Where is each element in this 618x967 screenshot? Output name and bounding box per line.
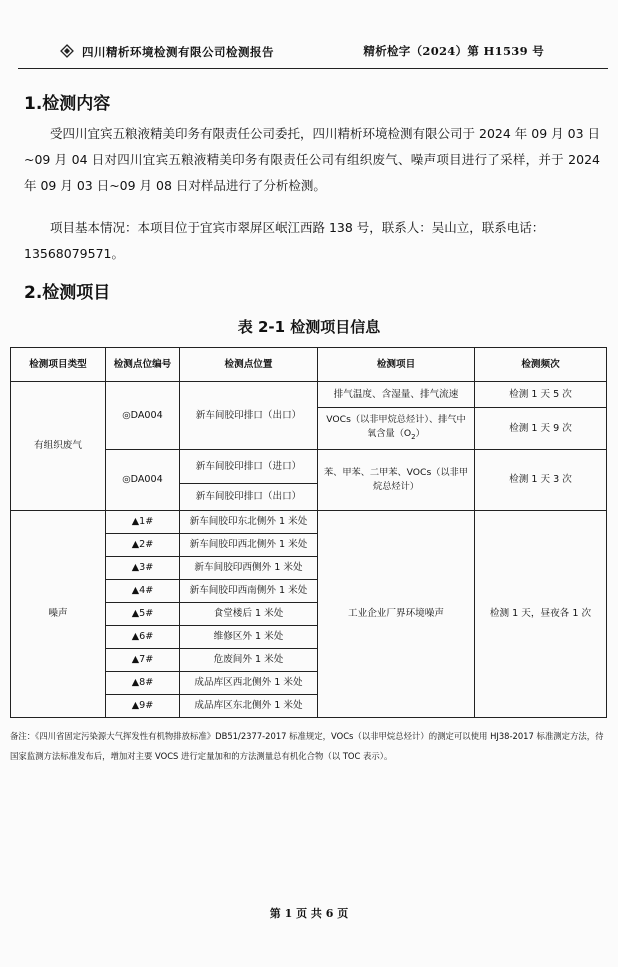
cell-point-id: ◎DA004 xyxy=(106,382,180,450)
section2-heading: 2.检测项目 xyxy=(24,283,111,303)
cell-frequency: 检测 1 天 3 次 xyxy=(475,450,607,511)
cell-point-id: ▲2# xyxy=(106,534,180,557)
cell-frequency: 检测 1 天 9 次 xyxy=(475,408,607,450)
cell-item: 工业企业厂界环境噪声 xyxy=(318,511,475,718)
col-header-item: 检测项目 xyxy=(318,348,475,382)
cell-point-id: ▲3# xyxy=(106,557,180,580)
cell-location: 危废间外 1 米处 xyxy=(180,649,318,672)
cell-location: 新车间胶印排口（出口） xyxy=(180,484,318,511)
col-header-frequency: 检测频次 xyxy=(475,348,607,382)
table-header-row xyxy=(11,348,607,382)
cell-location: 新车间胶印西侧外 1 米处 xyxy=(180,557,318,580)
cell-type-gas: 有组织废气 xyxy=(11,382,106,511)
cell-location: 成品库区东北侧外 1 米处 xyxy=(180,695,318,718)
col-header-type: 检测项目类型 xyxy=(11,348,106,382)
cell-point-id: ▲1# xyxy=(106,511,180,534)
cell-location: 维修区外 1 米处 xyxy=(180,626,318,649)
table-caption: 表 2-1 检测项目信息 xyxy=(237,318,381,336)
cell-location: 食堂楼后 1 米处 xyxy=(180,603,318,626)
page-number: 第 1 页 共 6 页 xyxy=(269,907,349,920)
table-note: 备注：《四川省固定污染源大气挥发性有机物排放标准》DB51/2377-2017 标准规定，VOCs（以非甲烷总烃计）的测定可以使用 HJ38-2017 标准测定方法，待国家监测方法标准发布后，增加对主要 VOCS 进行定量加和的方法测量总有机化合物（以 TOC 表示）。 xyxy=(10,731,604,761)
cell-frequency: 检测 1 天，昼夜各 1 次 xyxy=(475,511,607,718)
cell-point-id: ◎DA004 xyxy=(106,450,180,511)
cell-point-id: ▲9# xyxy=(106,695,180,718)
cell-frequency: 检测 1 天 5 次 xyxy=(475,382,607,408)
cell-location: 新车间胶印排口（出口） xyxy=(180,382,318,450)
table-row xyxy=(11,511,607,534)
cell-type-noise: 噪声 xyxy=(11,511,106,718)
cell-location: 新车间胶印西北侧外 1 米处 xyxy=(180,534,318,557)
section1-paragraph-commission: 受四川宜宾五粮液精美印务有限责任公司委托，四川精析环境检测有限公司于 2024 年 09 月 03 日~09 月 04 日对四川宜宾五粮液精美印务有限责任公司有组织废气、噪声项目进行了采样，并于 2024 年 09 月 03 日~09 月 08 日对样品进行了分析检测。 xyxy=(24,126,600,193)
org-title: 四川精析环境检测有限公司检测报告 xyxy=(82,45,274,59)
report-number: 精析检字（2024）第 H1539 号 xyxy=(363,44,544,58)
table-row xyxy=(11,382,607,408)
cell-location: 新车间胶印东北侧外 1 米处 xyxy=(180,511,318,534)
header-divider xyxy=(18,68,608,69)
col-header-location: 检测点位置 xyxy=(180,348,318,382)
cell-point-id: ▲6# xyxy=(106,626,180,649)
cell-location: 新车间胶印西南侧外 1 米处 xyxy=(180,580,318,603)
cell-point-id: ▲5# xyxy=(106,603,180,626)
cell-item: 苯、甲苯、二甲苯、VOCs（以非甲烷总烃计） xyxy=(318,450,475,511)
col-header-point-id: 检测点位编号 xyxy=(106,348,180,382)
cell-location: 新车间胶印排口（进口） xyxy=(180,450,318,484)
section1-heading: 1.检测内容 xyxy=(24,94,111,114)
section1-paragraph-project-info: 项目基本情况：本项目位于宜宾市翠屏区岷江西路 138 号，联系人：吴山立，联系电话： xyxy=(50,220,545,235)
contact-phone: 13568079571。 xyxy=(24,246,124,261)
cell-point-id: ▲7# xyxy=(106,649,180,672)
cell-location: 成品库区西北侧外 1 米处 xyxy=(180,672,318,695)
cell-point-id: ▲4# xyxy=(106,580,180,603)
page-header xyxy=(0,36,618,72)
company-logo-icon xyxy=(60,44,74,58)
detection-items-table xyxy=(10,347,607,718)
cell-item: VOCs（以非甲烷总烃计）、排气中氧含量$(O_2)$ xyxy=(318,408,475,450)
cell-point-id: ▲8# xyxy=(106,672,180,695)
cell-item: 排气温度、含湿量、排气流速 xyxy=(318,382,475,408)
